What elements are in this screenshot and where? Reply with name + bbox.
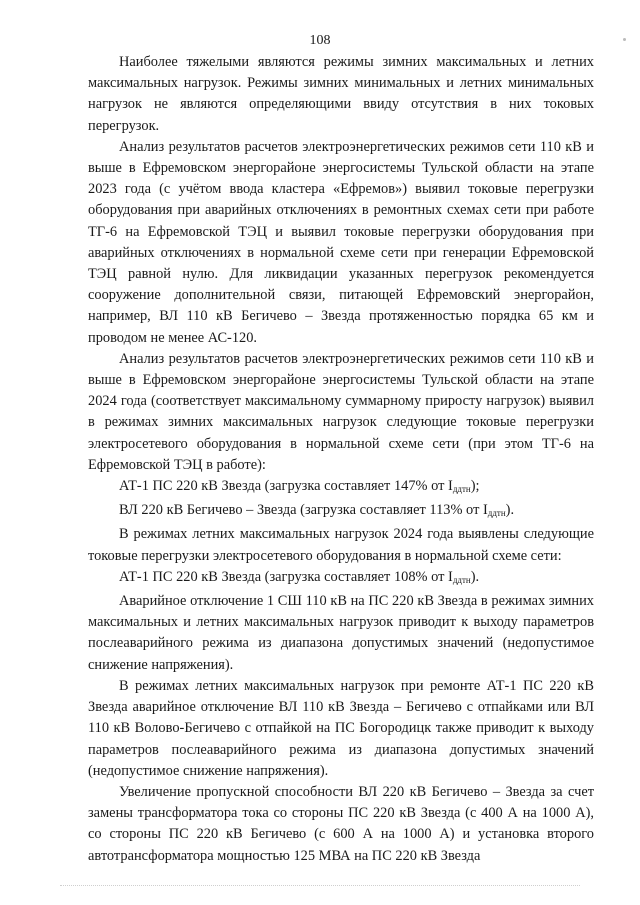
overload-item-3: АТ-1 ПС 220 кВ Звезда (загрузка составляет 108% от $I_{ддтн}$).	[119, 568, 480, 585]
overload-item-2: ВЛ 220 кВ Бегичево – Звезда (загрузка составляет 113% от $I_{ддтн}$).	[119, 502, 515, 519]
document-body	[88, 52, 594, 867]
paragraph-capacity: Увеличение пропускной способности ВЛ 220 кВ Бегичево – Звезда за счет замены трансформатора тока со стороны ПС 220 кВ Звезда (с 400 А на 1000 А), со стороны ПС 220 кВ Бегичево (с 600 А на 1000 А) и установка второго автотрансформатора мощностью 125 МВА на ПС 220 кВ Звезда	[88, 783, 594, 864]
paragraph-summer: В режимах летних максимальных нагрузок 2024 года выявлены следующие токовые перегрузки электросетевого оборудования в нормальной схеме сети:	[88, 526, 594, 564]
paragraph-2: Анализ результатов расчетов электроэнергетических режимов сети 110 кВ и выше в Ефремовском энергорайоне энергосистемы Тульской области на этапе 2023 года (с учётом ввода кластера «Ефремов») выявил токовые перегрузки оборудования при аварийных отключениях в ремонтных схемах сети при работе ТГ-6 на Ефремовской ТЭЦ и выявил токовые перегрузки оборудования при аварийных отключениях в нормальной схеме сети при генерации Ефремовской ТЭЦ равной нулю. Для ликвидации указанных перегрузок рекомендуется сооружение дополнительной связи, питающей Ефремовский энергорайон, например, ВЛ 110 кВ Бегичево – Звезда протяженностью порядка 65 км и проводом не менее АС-120.	[88, 138, 594, 346]
paragraph-1: Наиболее тяжелыми являются режимы зимних максимальных и летних максимальных нагрузок. Режимы зимних минимальных и летних минимальных нагрузок не являются определяющими ввиду отсутствия в них токовых перегрузок.	[88, 54, 594, 134]
overload-item-1: АТ-1 ПС 220 кВ Звезда (загрузка составляет 147% от $I_{ддтн}$);	[119, 478, 480, 495]
paragraph-emergency-2: В режимах летних максимальных нагрузок при ремонте АТ-1 ПС 220 кВ Звезда аварийное отключение ВЛ 110 кВ Звезда – Бегичево с отпайками или ВЛ 110 кВ Волово-Бегичево с отпайкой на ПС Богородицк также приводит к выходу параметров послеаварийного режима из диапазона допустимых значений (недопустимое снижение напряжения).	[88, 677, 594, 779]
paragraph-emergency-1: Аварийное отключение 1 СШ 110 кВ на ПС 220 кВ Звезда в режимах зимних максимальных и летних максимальных нагрузок приводит к выходу параметров послеаварийного режима из диапазона допустимых значений (недопустимое снижение напряжения).	[88, 593, 594, 673]
page-number: 108	[309, 33, 331, 48]
scan-artifact	[623, 38, 626, 41]
scan-artifact-line	[60, 885, 580, 888]
paragraph-3: Анализ результатов расчетов электроэнергетических режимов сети 110 кВ и выше в Ефремовском энергорайоне энергосистемы Тульской области на этапе 2024 года (соответствует максимальному суммарному приросту нагрузок) выявил в режимах зимних максимальных нагрузок следующие токовые перегрузки электросетевого оборудования в нормальной схеме сети (при этом ТГ-6 на Ефремовской ТЭЦ в работе):	[88, 350, 594, 473]
